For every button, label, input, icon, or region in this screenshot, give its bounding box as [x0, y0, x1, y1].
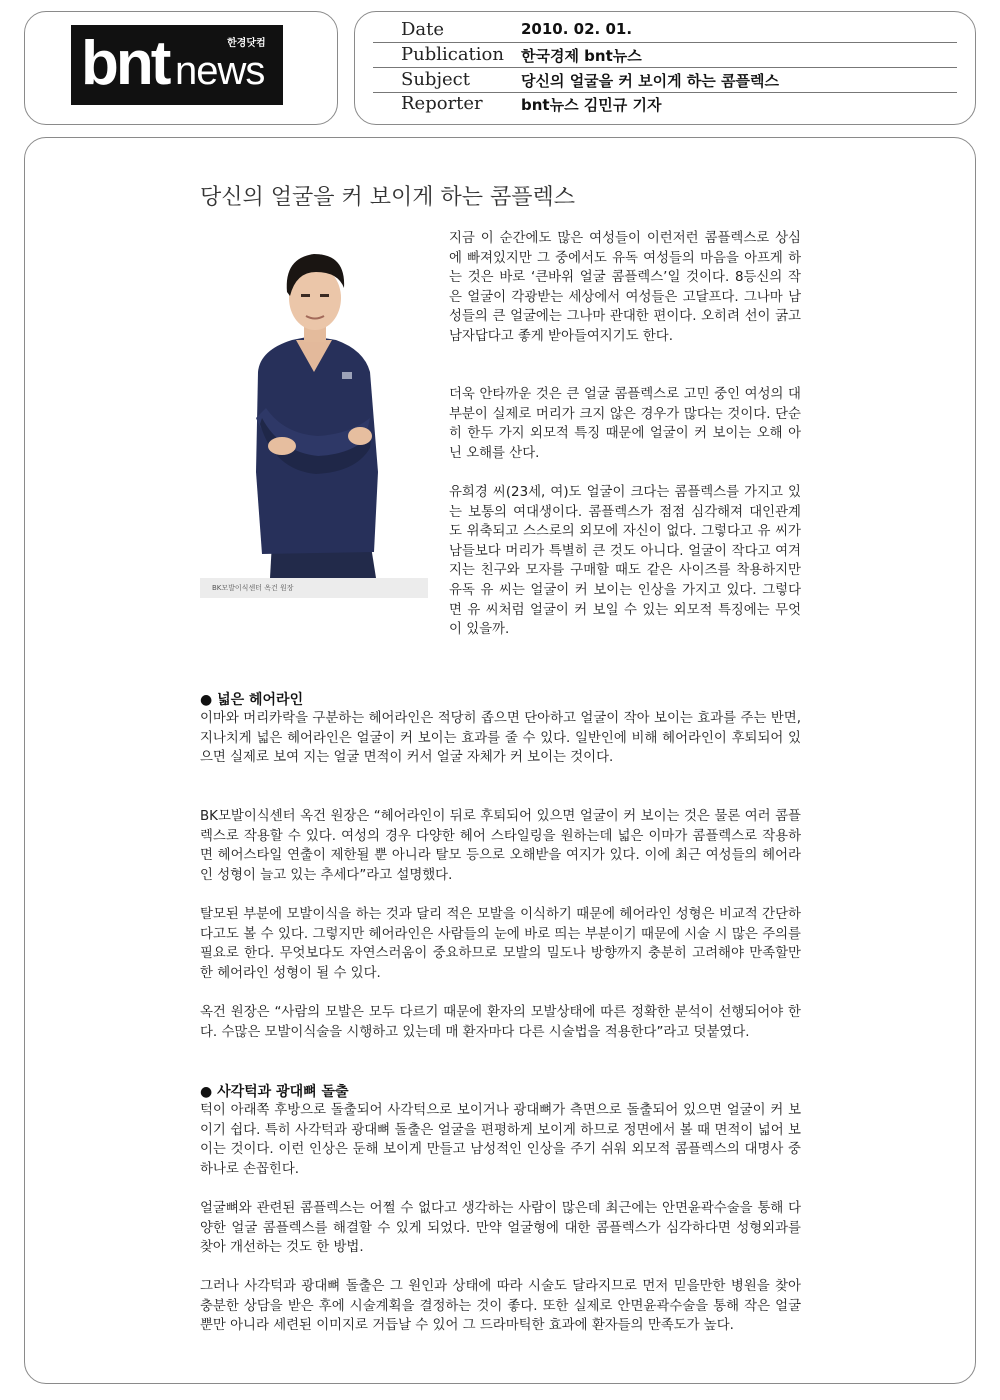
article-paragraph-6: 탈모된 부분에 모발이식을 하는 것과 달리 적은 모발을 이식하기 때문에 헤어라인 성형은 비교적 간단하다고도 볼 수 있다. 그렇지만 헤어라인은 사람들의 눈에 바로 띄는 부분이기 때문에 시술 시 많은 주의를 필요로 한다. 무엇보다도 자연스러움이 중요하므로 모발의 밀도나 방향까지 충분히 고려해야 만족할만한 헤어라인 성형이 될 수 있다.: [200, 907, 801, 981]
article-paragraph-9: 얼굴뼈와 관련된 콤플렉스는 어쩔 수 없다고 생각하는 사람이 많은데 최근에는 안면윤곽수술을 통해 다양한 얼굴 콤플렉스를 해결할 수 있게 되었다. 만약 얼굴형에 대한 콤플렉스가 심각하다면 성형외과를 찾아 개선하는 것도 한 방법.: [200, 1201, 801, 1256]
publication-value: 한국경제 bnt뉴스: [521, 47, 642, 65]
section-heading-hairline: ● 넓은 헤어라인: [200, 692, 304, 708]
reporter-label: Reporter: [401, 93, 483, 114]
logo-sub: 한경닷컴: [227, 38, 266, 49]
section-heading-jaw: ● 사각턱과 광대뼈 돌출: [200, 1084, 349, 1100]
article-paragraph-3: 유희경 씨(23세, 여)도 얼굴이 크다는 콤플렉스를 가지고 있는 보통의 여대생이다. 콤플렉스가 점점 심각해져 대인관계도 위축되고 스스로의 외모에 자신이 없다. 그렇다고 유 씨가 남들보다 머리가 특별히 큰 것도 아니다. 얼굴이 작다고 여겨지는 친구와 모자를 구매할 때도 같은 사이즈를 착용하지만 유독 유 씨는 얼굴이 커 보이는 인상을 가지고 있다. 그렇다면 유 씨처럼 얼굴이 커 보일 수 있는 외모적 특징에는 무엇이 있을까.: [449, 485, 801, 638]
article-headline: 당신의 얼굴을 커 보이게 하는 콤플렉스: [200, 185, 575, 210]
publication-label: Publication: [401, 44, 504, 65]
subject-value: 당신의 얼굴을 커 보이게 하는 콤플렉스: [521, 72, 779, 90]
logo-brand: bnt: [81, 29, 169, 98]
info-row-subject: [373, 68, 957, 93]
info-row-date: [373, 18, 957, 43]
bntnews-logo: [71, 25, 283, 105]
subject-label: Subject: [401, 69, 470, 90]
article-paragraph-7: 옥건 원장은 “사람의 모발은 모두 다르기 때문에 환자의 모발상태에 따른 정확한 분석이 선행되어야 한다. 수많은 모발이식술을 시행하고 있는데 매 환자마다 다른 시술법을 적용한다”라고 덧붙였다.: [200, 1005, 801, 1040]
article-paragraph-2: 더욱 안타까운 것은 큰 얼굴 콤플렉스로 고민 중인 여성의 대부분이 실제로 머리가 크지 않은 경우가 많다는 것이다. 단순히 한두 가지 외모적 특징 때문에 얼굴이 커 보이는 오해 아닌 오해를 산다.: [449, 387, 801, 461]
doctor-photo: [200, 222, 428, 598]
article-paragraph-4: 이마와 머리카락을 구분하는 헤어라인은 적당히 좁으면 단아하고 얼굴이 작아 보이는 효과를 주는 반면, 지나치게 넓은 헤어라인은 얼굴이 커 보이는 효과를 줄 수 있다. 일반인에 비해 헤어라인이 후퇴되어 있으면 실제로 보여 지는 얼굴 면적이 커서 얼굴 자체가 커 보이는 것이다.: [200, 711, 801, 766]
date-value: 2010. 02. 01.: [521, 20, 633, 38]
info-row-publication: [373, 43, 957, 68]
doctor-illustration: [200, 222, 428, 598]
date-label: Date: [401, 19, 445, 40]
info-row-reporter: [373, 92, 957, 116]
article-paragraph-8: 턱이 아래쪽 후방으로 돌출되어 사각턱으로 보이거나 광대뼈가 측면으로 돌출되어 있으면 얼굴이 커 보이기 쉽다. 특히 사각턱과 광대뼈 돌출은 얼굴을 편평하게 보이게 하므로 정면에서 볼 때 면적이 넓어 보이는 것이다. 이런 인상은 둔해 보이게 만들고 남성적인 인상을 주기 쉬워 외모적 콤플렉스의 대명사 중 하나로 손꼽힌다.: [200, 1103, 801, 1177]
logo-box: [24, 11, 338, 125]
logo-brand-news: news: [175, 49, 265, 93]
photo-caption: BK모발이식센터 옥건 원장: [212, 584, 294, 592]
article-paragraph-1: 지금 이 순간에도 많은 여성들이 이런저런 콤플렉스로 상심에 빠져있지만 그 중에서도 유독 여성들의 마음을 아프게 하는 것은 바로 ‘큰바위 얼굴 콤플렉스’일 것이다. 8등신의 작은 얼굴이 각광받는 세상에서 여성들은 고달프다. 그나마 남성들의 큰 얼굴에는 그나마 관대한 편이다. 오히려 선이 굵고 남자답다고 좋게 받아들여지기도 한다.: [449, 231, 801, 344]
article-paragraph-10: 그러나 사각턱과 광대뼈 돌출은 그 원인과 상태에 따라 시술도 달라지므로 먼저 믿을만한 병원을 찾아 충분한 상담을 받은 후에 시술계획을 결정하는 것이 좋다. 또한 실제로 안면윤곽수술을 통해 작은 얼굴 뿐만 아니라 세련된 이미지로 거듭날 수 있어 그 드라마틱한 효과에 환자들의 만족도가 높다.: [200, 1279, 801, 1334]
article-paragraph-5: BK모발이식센터 옥건 원장은 “헤어라인이 뒤로 후퇴되어 있으면 얼굴이 커 보이는 것은 물론 여러 콤플렉스로 작용할 수 있다. 여성의 경우 다양한 헤어 스타일링을 원하는데 넓은 이마가 콤플렉스로 작용하면 헤어스타일 연출이 제한될 뿐 아니라 탈모 등으로 오해받을 여지가 있다. 이에 최근 여성들의 헤어라인 성형이 늘고 있는 추세다”라고 설명했다.: [200, 809, 801, 883]
reporter-value: bnt뉴스 김민규 기자: [521, 96, 662, 114]
info-box: [354, 11, 976, 125]
